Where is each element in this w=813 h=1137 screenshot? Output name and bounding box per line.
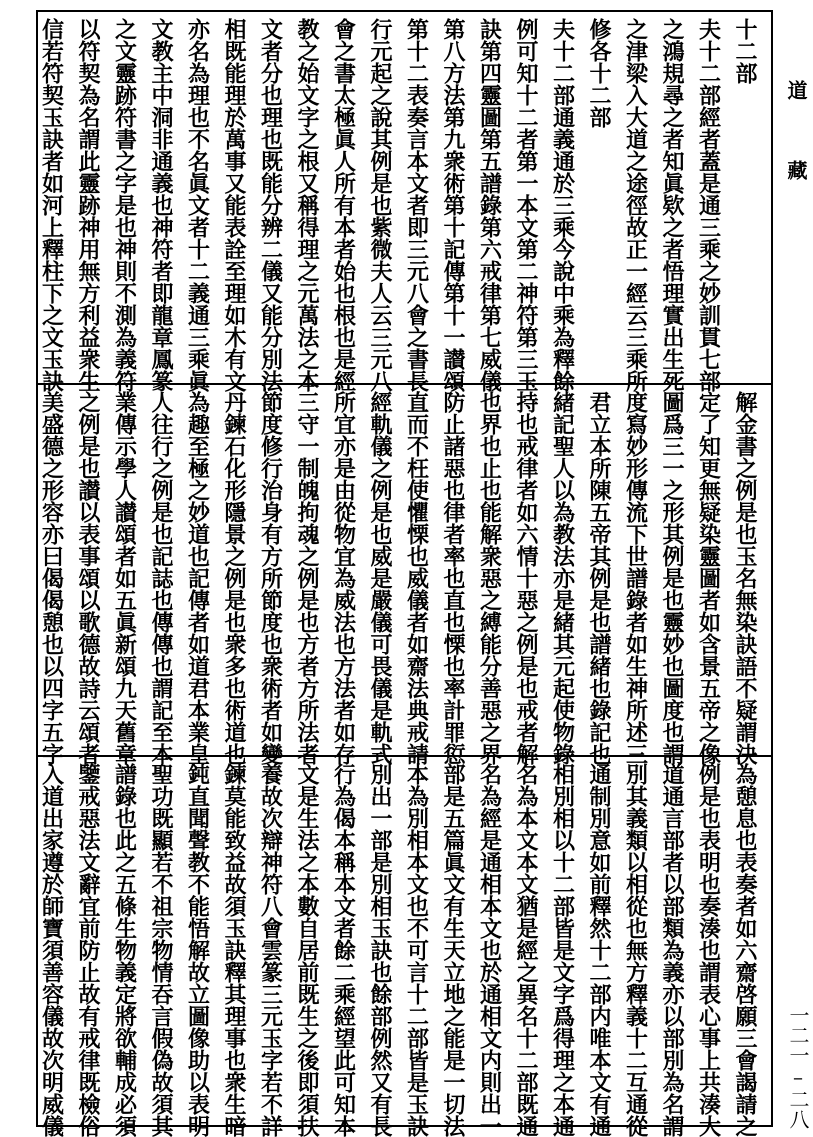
text-panel-middle bbox=[38, 385, 771, 765]
text-column: 通制別意如前釋然十二部内唯本文有通 bbox=[586, 763, 612, 1137]
page-number: 一二一–二八 bbox=[786, 1005, 810, 1129]
text-column: 夫十二部通義通於三乘今說中乘為釋餘 bbox=[549, 18, 576, 392]
text-column: 亦名為理也不名眞文者十二義通三乘眞 bbox=[184, 18, 211, 392]
text-column: 緒記聖人以為教法亦是緒其元起使物錄 bbox=[549, 391, 576, 765]
text-column: 鍊莫能致益故須玉訣釋其理事也衆生暗 bbox=[221, 763, 247, 1137]
text-column: 養故次辯神符八會雲篆三元玉字若不詳 bbox=[257, 763, 284, 1137]
column-group bbox=[33, 391, 763, 765]
text-column: 文教主中洞非通義也神符者即龍章鳳篆 bbox=[148, 18, 174, 392]
text-column: 為憩息也表奏者如六齋啓願三會謁請之 bbox=[732, 763, 758, 1137]
text-column: 為趣至極之妙道也記傳者如道君本業皇 bbox=[184, 391, 211, 765]
text-column: 直而不枉使懼慄也威儀者如齋法典戒請 bbox=[403, 391, 430, 765]
text-column: 美盛德之形容亦曰偈偈憩也以四字五字 bbox=[38, 391, 65, 765]
text-column: 聖功既顯若不祖宗物情吞言假偽故須其 bbox=[148, 763, 174, 1137]
text-column: 相別相以十二部皆是文字爲得理之本通 bbox=[549, 763, 576, 1137]
text-column: 定了知更無疑染靈圖者如含景五帝之像 bbox=[695, 391, 722, 765]
text-column: 道通言部者以部類為義亦以部別為名謂 bbox=[659, 763, 685, 1137]
text-column: 之例是也讃以表事頌以歌德故詩云頌者 bbox=[75, 391, 101, 765]
text-column: 持也戒律者如六情十惡之例是也戒者解 bbox=[513, 391, 539, 765]
text-column: 十二部 bbox=[732, 18, 758, 84]
text-column: 三守一制魄拘魂之例是也方者方所法者 bbox=[294, 391, 320, 765]
text-column: 修各十二部 bbox=[586, 18, 612, 128]
text-column: 例是也表明也奏湊也謂表心事上共湊大 bbox=[695, 763, 722, 1137]
text-column: 丹鍊石化形隱景之例是也衆多也術道也 bbox=[221, 391, 247, 765]
text-column: 訣第四靈圖第五譜錄第六戒律第七威儀 bbox=[476, 18, 503, 392]
text-column: 防止諸惡也律者率也直也慄也率計罪愆 bbox=[440, 391, 466, 765]
text-column: 人往行之例是也記誌也傳傳也謂記至本 bbox=[148, 391, 174, 765]
text-column: 鈍直聞聲教不能悟解故立圖像助以表明 bbox=[184, 763, 211, 1137]
text-column: 信若符契玉訣者如河上釋柱下之文玉訣 bbox=[38, 18, 65, 392]
text-column: 名為本文本文猶是經之異名十二部既通 bbox=[513, 763, 539, 1137]
text-column: 第十二表奏言本文者即三元八會之書長 bbox=[403, 18, 430, 392]
text-column: 例可知十二者第一本文第二神符第三玉 bbox=[513, 18, 539, 392]
text-column: 君立本所陳五帝其例是也譜緒也錄記也 bbox=[586, 391, 612, 765]
text-column: 夫十二部經者蓋是通三乘之妙訓貫七部 bbox=[695, 18, 722, 392]
side-title: 道藏 bbox=[784, 80, 808, 240]
text-column: 別其義類以相從也無方釋義十二互通從 bbox=[622, 763, 649, 1137]
text-column: 業傳示學人讃頌者如五眞新頌九天舊章 bbox=[111, 391, 138, 765]
text-column: 別出一部是別相玉訣也餘部例然又有長 bbox=[367, 763, 393, 1137]
text-column: 節度修行治身有方所節度也衆術者如變 bbox=[257, 391, 284, 765]
text-column: 也界也止也能解衆惡之縛能分善惡之界 bbox=[476, 391, 503, 765]
text-column: 圖爲三一之形其例是也靈妙也圖度也謂 bbox=[659, 391, 685, 765]
column-group bbox=[33, 18, 763, 392]
text-column: 部是五篇眞文有生天立地之能是一切法 bbox=[440, 763, 466, 1137]
text-column: 行元起之說其例是也紫微夫人云三元八 bbox=[367, 18, 393, 392]
text-column: 譜錄也此之五條生物義定將欲輔成必須 bbox=[111, 763, 138, 1137]
page-frame bbox=[36, 10, 773, 1137]
text-column: 教之始文字之根又稱得理之元萬法之本 bbox=[294, 18, 320, 392]
text-column: 解金書之例是也玉名無染訣語不疑謂決 bbox=[732, 391, 758, 765]
text-column: 第八方法第九衆術第十記傳第十一讃頌 bbox=[440, 18, 466, 392]
text-column: 入道出家遵於師寶須善容儀故次明威儀 bbox=[38, 763, 65, 1137]
text-column: 文是生法之本數自居前既生之後即須扶 bbox=[294, 763, 320, 1137]
text-column: 鑒戒惡法文辭宜前防止故有戒律既檢俗 bbox=[75, 763, 101, 1137]
column-group bbox=[33, 763, 763, 1137]
text-column: 之津梁入大道之途徑故正一經云三乘所 bbox=[622, 18, 649, 392]
text-column: 經軌儀之例是也威是嚴儀可畏儀是軌式 bbox=[367, 391, 393, 765]
text-column: 名為經是通相本文也於通相文内則出一 bbox=[476, 763, 503, 1137]
text-column: 會之書太極眞人所有本者始也根也是經 bbox=[330, 18, 357, 392]
text-column: 相既能理於萬事又能表詮至理如木有文 bbox=[221, 18, 247, 392]
text-panel-bottom bbox=[38, 757, 771, 1137]
text-column: 度寫妙形傳流下世譜錄者如生神所述三 bbox=[622, 391, 649, 765]
text-column: 所宜亦是由從物宜為威法也方法者如存 bbox=[330, 391, 357, 765]
text-column: 本為別相本文也不可言十二部皆是玉訣 bbox=[403, 763, 430, 1137]
text-column: 文者分也理也既能分辨二儀又能分別法 bbox=[257, 18, 284, 392]
text-column: 之文靈跡符書之字是也神則不測為義符 bbox=[111, 18, 138, 392]
text-panel-top bbox=[38, 12, 771, 392]
text-column: 之鴻規尋之者知眞欵之者悟理實出生死 bbox=[659, 18, 685, 392]
text-column: 以符契為名謂此靈跡神用無方利益衆生 bbox=[75, 18, 101, 392]
text-column: 行為偈本稱本文者餘二乘經望此可知本 bbox=[330, 763, 357, 1137]
